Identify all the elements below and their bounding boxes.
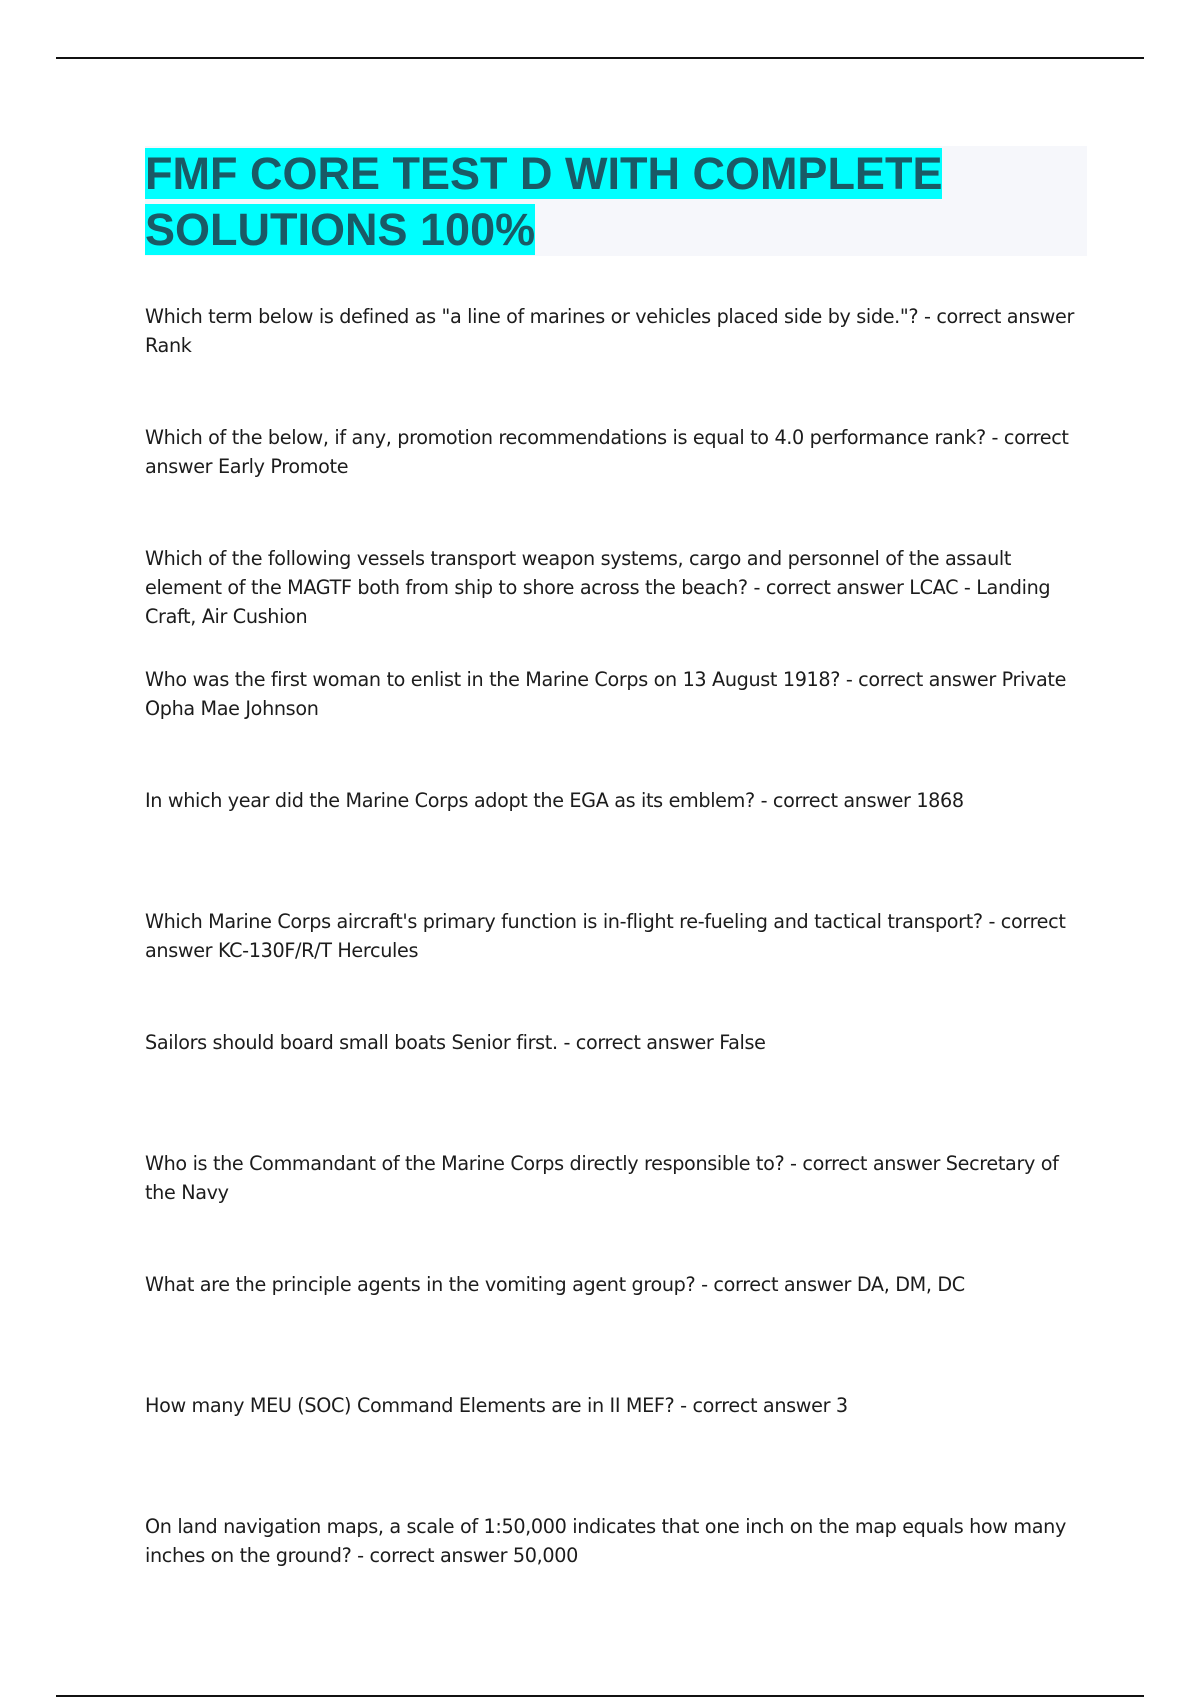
document-title	[145, 146, 1087, 258]
title-block	[145, 146, 1087, 256]
qa-item: Which of the following vessels transport weapon systems, cargo and personnel of the assault element of the MAGTF both from ship to shore across the beach? - correct answer LCAC - Landing Craft, Air Cushion	[145, 547, 1051, 628]
qa-item: Which term below is defined as "a line of marines or vehicles placed side by side."? - correct answer Rank	[145, 305, 1075, 357]
qa-item: What are the principle agents in the vomiting agent group? - correct answer DA, DM, DC	[145, 1273, 965, 1296]
qa-item: On land navigation maps, a scale of 1:50,000 indicates that one inch on the map equals how many inches on the ground? - correct answer 50,000	[145, 1515, 1066, 1567]
title-highlight: FMF CORE TEST D WITH COMPLETE SOLUTIONS 100%	[145, 148, 943, 255]
qa-item: In which year did the Marine Corps adopt the EGA as its emblem? - correct answer 1868	[145, 789, 964, 812]
footer-rule	[56, 1695, 1144, 1697]
qa-item: Sailors should board small boats Senior first. - correct answer False	[145, 1031, 766, 1054]
qa-item: Which of the below, if any, promotion recommendations is equal to 4.0 performance rank? - correct answer Early Promote	[145, 426, 1069, 478]
header-rule	[56, 57, 1144, 59]
qa-item: How many MEU (SOC) Command Elements are in II MEF? - correct answer 3	[145, 1394, 848, 1417]
qa-item: Which Marine Corps aircraft's primary function is in-flight re-fueling and tactical transport? - correct answer KC-130F/R/T Hercules	[145, 910, 1066, 962]
qa-item: Who is the Commandant of the Marine Corps directly responsible to? - correct answer Secretary of the Navy	[145, 1152, 1059, 1204]
qa-item: Who was the first woman to enlist in the Marine Corps on 13 August 1918? - correct answer Private Opha Mae Johnson	[145, 668, 1067, 720]
